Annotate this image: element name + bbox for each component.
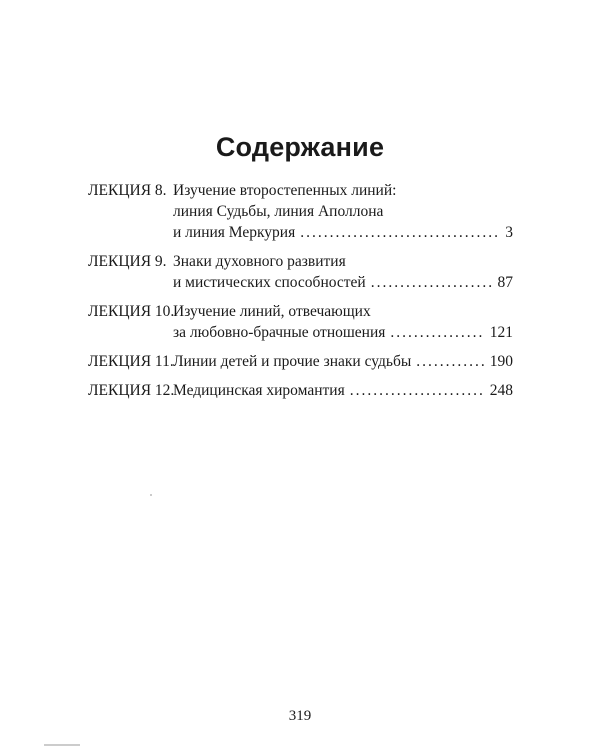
page-ref: 3 <box>505 224 513 241</box>
page-title: Содержание <box>215 132 385 162</box>
entry-title-line: Знаки духовного развития <box>173 253 346 270</box>
toc-entry-lecture-10 <box>88 301 513 343</box>
scan-speck <box>150 494 152 496</box>
scan-edge-mark <box>44 744 80 746</box>
entry-title-line: Изучение линий, отвечающих <box>173 303 371 320</box>
dot-leader <box>416 351 483 372</box>
page-number: 319 <box>288 708 312 724</box>
table-of-contents <box>88 180 513 409</box>
page-ref: 87 <box>497 274 513 291</box>
entry-title-line: за любовно-брачные отношения <box>173 324 386 341</box>
dot-leader <box>350 380 484 401</box>
page-ref: 121 <box>489 324 513 341</box>
page-ref: 248 <box>489 382 513 399</box>
toc-entry-lecture-9 <box>88 251 513 293</box>
toc-entry-lecture-11 <box>88 351 513 372</box>
toc-entry-lecture-8 <box>88 180 513 243</box>
lecture-label: ЛЕКЦИЯ 10. <box>88 303 175 320</box>
toc-entry-lecture-12 <box>88 380 513 401</box>
entry-title-line: Линии детей и прочие знаки судьбы <box>173 353 412 370</box>
dot-leader <box>390 322 483 343</box>
lecture-label: ЛЕКЦИЯ 9. <box>88 253 167 270</box>
entry-title-line: и мистических способностей <box>173 274 366 291</box>
lecture-label: ЛЕКЦИЯ 11. <box>88 353 174 370</box>
entry-title-line: и линия Меркурия <box>173 224 296 241</box>
dot-leader <box>300 222 499 243</box>
dot-leader <box>371 272 492 293</box>
page-ref: 190 <box>489 353 513 370</box>
entry-title-line: линия Судьбы, линия Аполлона <box>173 203 384 220</box>
lecture-label: ЛЕКЦИЯ 12. <box>88 382 175 399</box>
entry-title-line: Медицинская хиромантия <box>173 382 345 399</box>
lecture-label: ЛЕКЦИЯ 8. <box>88 182 167 199</box>
entry-title-line: Изучение второстепенных линий: <box>173 182 397 199</box>
